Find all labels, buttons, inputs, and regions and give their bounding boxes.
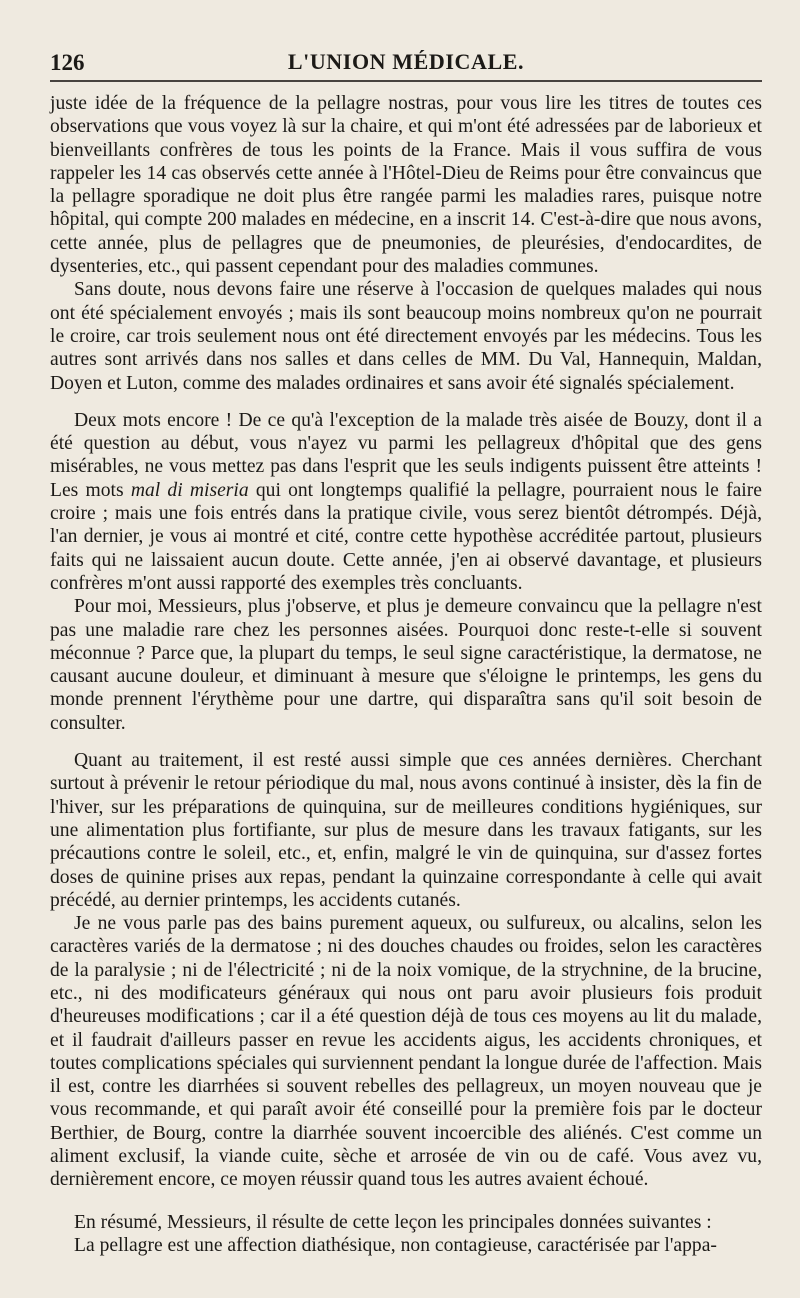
paragraph-text: Pour moi, Messieurs, plus j'observe, et plus je demeure convaincu que la pellagre n'est pas une maladie rare chez les personnes aisées. Pourquoi donc reste-t-elle si souvent méconnue ? Parce que, la plupart du temps, le seul signe caractéristique, la dermatose, ne causant aucune douleur, et diminuant à mesure que s'éloigne le printemps, les gens du monde prennent l'érythème pour une dartre, qui disparaîtra sans qu'il soit besoin de consulter. — [50, 596, 762, 734]
paragraph-text: La pellagre est une affection diathésique, non contagieuse, caractérisée par l'appa- — [74, 1234, 717, 1256]
paragraph-text: juste idée de la fréquence de la pellagre nostras, pour vous lire les titres de toutes ces observations que vous voyez là sur la chaire, et qui m'ont été adressées par de laborieux et bienveillants confrères de tous les points de la France. Mais il vous suffira de vous rappeler les 14 cas observés cette année à l'Hôtel-Dieu de Reims pour être convaincus que la pellagre sporadique ne doit plus être rangée parmi les maladies rares, puisque notre hôpital, qui compte 200 malades en médecine, en a inscrit 14. C'est-à-dire que nous avons, cette année, plus de pellagres que de pneumonies, de pleurésies, d'endocardites, de dysenteries, etc., qui passent cependant pour des maladies communes. — [50, 93, 762, 278]
paragraph-text: En résumé, Messieurs, il résulte de cette leçon les principales données suivantes : — [74, 1211, 712, 1233]
paragraph-text: Sans doute, nous devons faire une réserve à l'occasion de quelques malades qui nous ont été spécialement envoyés ; mais ils sont beaucoup moins nombreux qu'on ne pourrait le croire, car trois seulement nous ont été directement envoyés par les médecins. Tous les autres sont arrivés dans nos salles et dans celles de MM. Du Val, Hannequin, Maldan, Doyen et Luton, comme des malades ordinaires et sans avoir été signalés spécialement. — [50, 279, 762, 394]
paragraph — [50, 749, 762, 912]
paragraph — [50, 92, 762, 278]
article-body — [50, 92, 762, 1257]
italic-phrase: mal di miseria — [130, 479, 249, 501]
page-number: 126 — [50, 50, 85, 75]
paragraph-text: Je ne vous parle pas des bains purement aqueux, ou sulfureux, ou alcalins, selon les caractères variés de la dermatose ; ni des douches chaudes ou froides, selon les caractères de la paralysie ; ni de l'électricité ; ni de la noix vomique, de la strychnine, de la brucine, etc., ni des modificateurs généraux qui nous ont paru avoir plusieurs fois produit d'heureuses modifications ; car il a été question déjà de tous ces moyens au lit du malade, et il faudrait d'ailleurs passer en revue les accidents aigus, les accidents chroniques, et toutes complications spéciales qui surviennent pendant la longue durée de l'affection. Mais il est, contre les diarrhées si souvent rebelles des pellagreux, un moyen nouveau que je vous recommande, et qui paraît avoir été conseillé pour la première fois par le docteur Berthier, de Bourg, contre la diarrhée souvent incoercible des aliénés. C'est comme un aliment exclusif, la viande cuite, sèche et arrosée de vin ou de café. Vous avez vu, dernièrement encore, ce moyen réussir quand tous les autres avaient échoué. — [50, 913, 762, 1191]
paragraph-text: Quant au traitement, il est resté aussi simple que ces années dernières. Cherchant surtout à prévenir le retour périodique du mal, nous avons continué à insister, dès la fin de l'hiver, sur les préparations de quinquina, sur de meilleures conditions hygiéniques, sur une alimentation plus fortifiante, sur plus de mesure dans les travaux fatigants, sur les précautions contre le soleil, etc., et, enfin, malgré le vin de quinquina, sur d'assez fortes doses de quinine prises aux repas, pendant la quinzaine correspondante à celle qui avait précédé, au dernier printemps, les accidents cutanés. — [50, 750, 762, 911]
paragraph — [50, 1234, 762, 1257]
paragraph — [50, 278, 762, 394]
paragraph-text: qui ont longtemps qualifié la pellagre, pourraient nous le faire croire ; mais une fois entrés dans la pratique civile, vous serez bientôt détrompés. Déjà, l'an dernier, je vous ai montré et cité, contre cette hypothèse accréditée partout, plusieurs faits qui ne laissaient aucun doute. Cette année, j'en ai observé davantage, et plusieurs confrères m'ont aussi rapporté des exemples très concluants. — [50, 479, 762, 594]
paragraph-text: Deux mots encore ! De ce qu'à l'exception de la malade très aisée de Bouzy, dont il a été question au début, vous n'ayez vu parmi les pellagreux d'hôpital que des gens misérables, ne vous mettez pas dans l'esprit que les seuls indigents puissent être atteints ! Les mots — [50, 409, 762, 501]
paragraph — [50, 1211, 762, 1234]
header-rule — [50, 80, 762, 82]
paragraph — [50, 912, 762, 1192]
page-header — [50, 40, 762, 76]
paragraph — [50, 595, 762, 735]
running-title: L'UNION MÉDICALE. — [287, 49, 525, 74]
paragraph — [50, 409, 762, 595]
